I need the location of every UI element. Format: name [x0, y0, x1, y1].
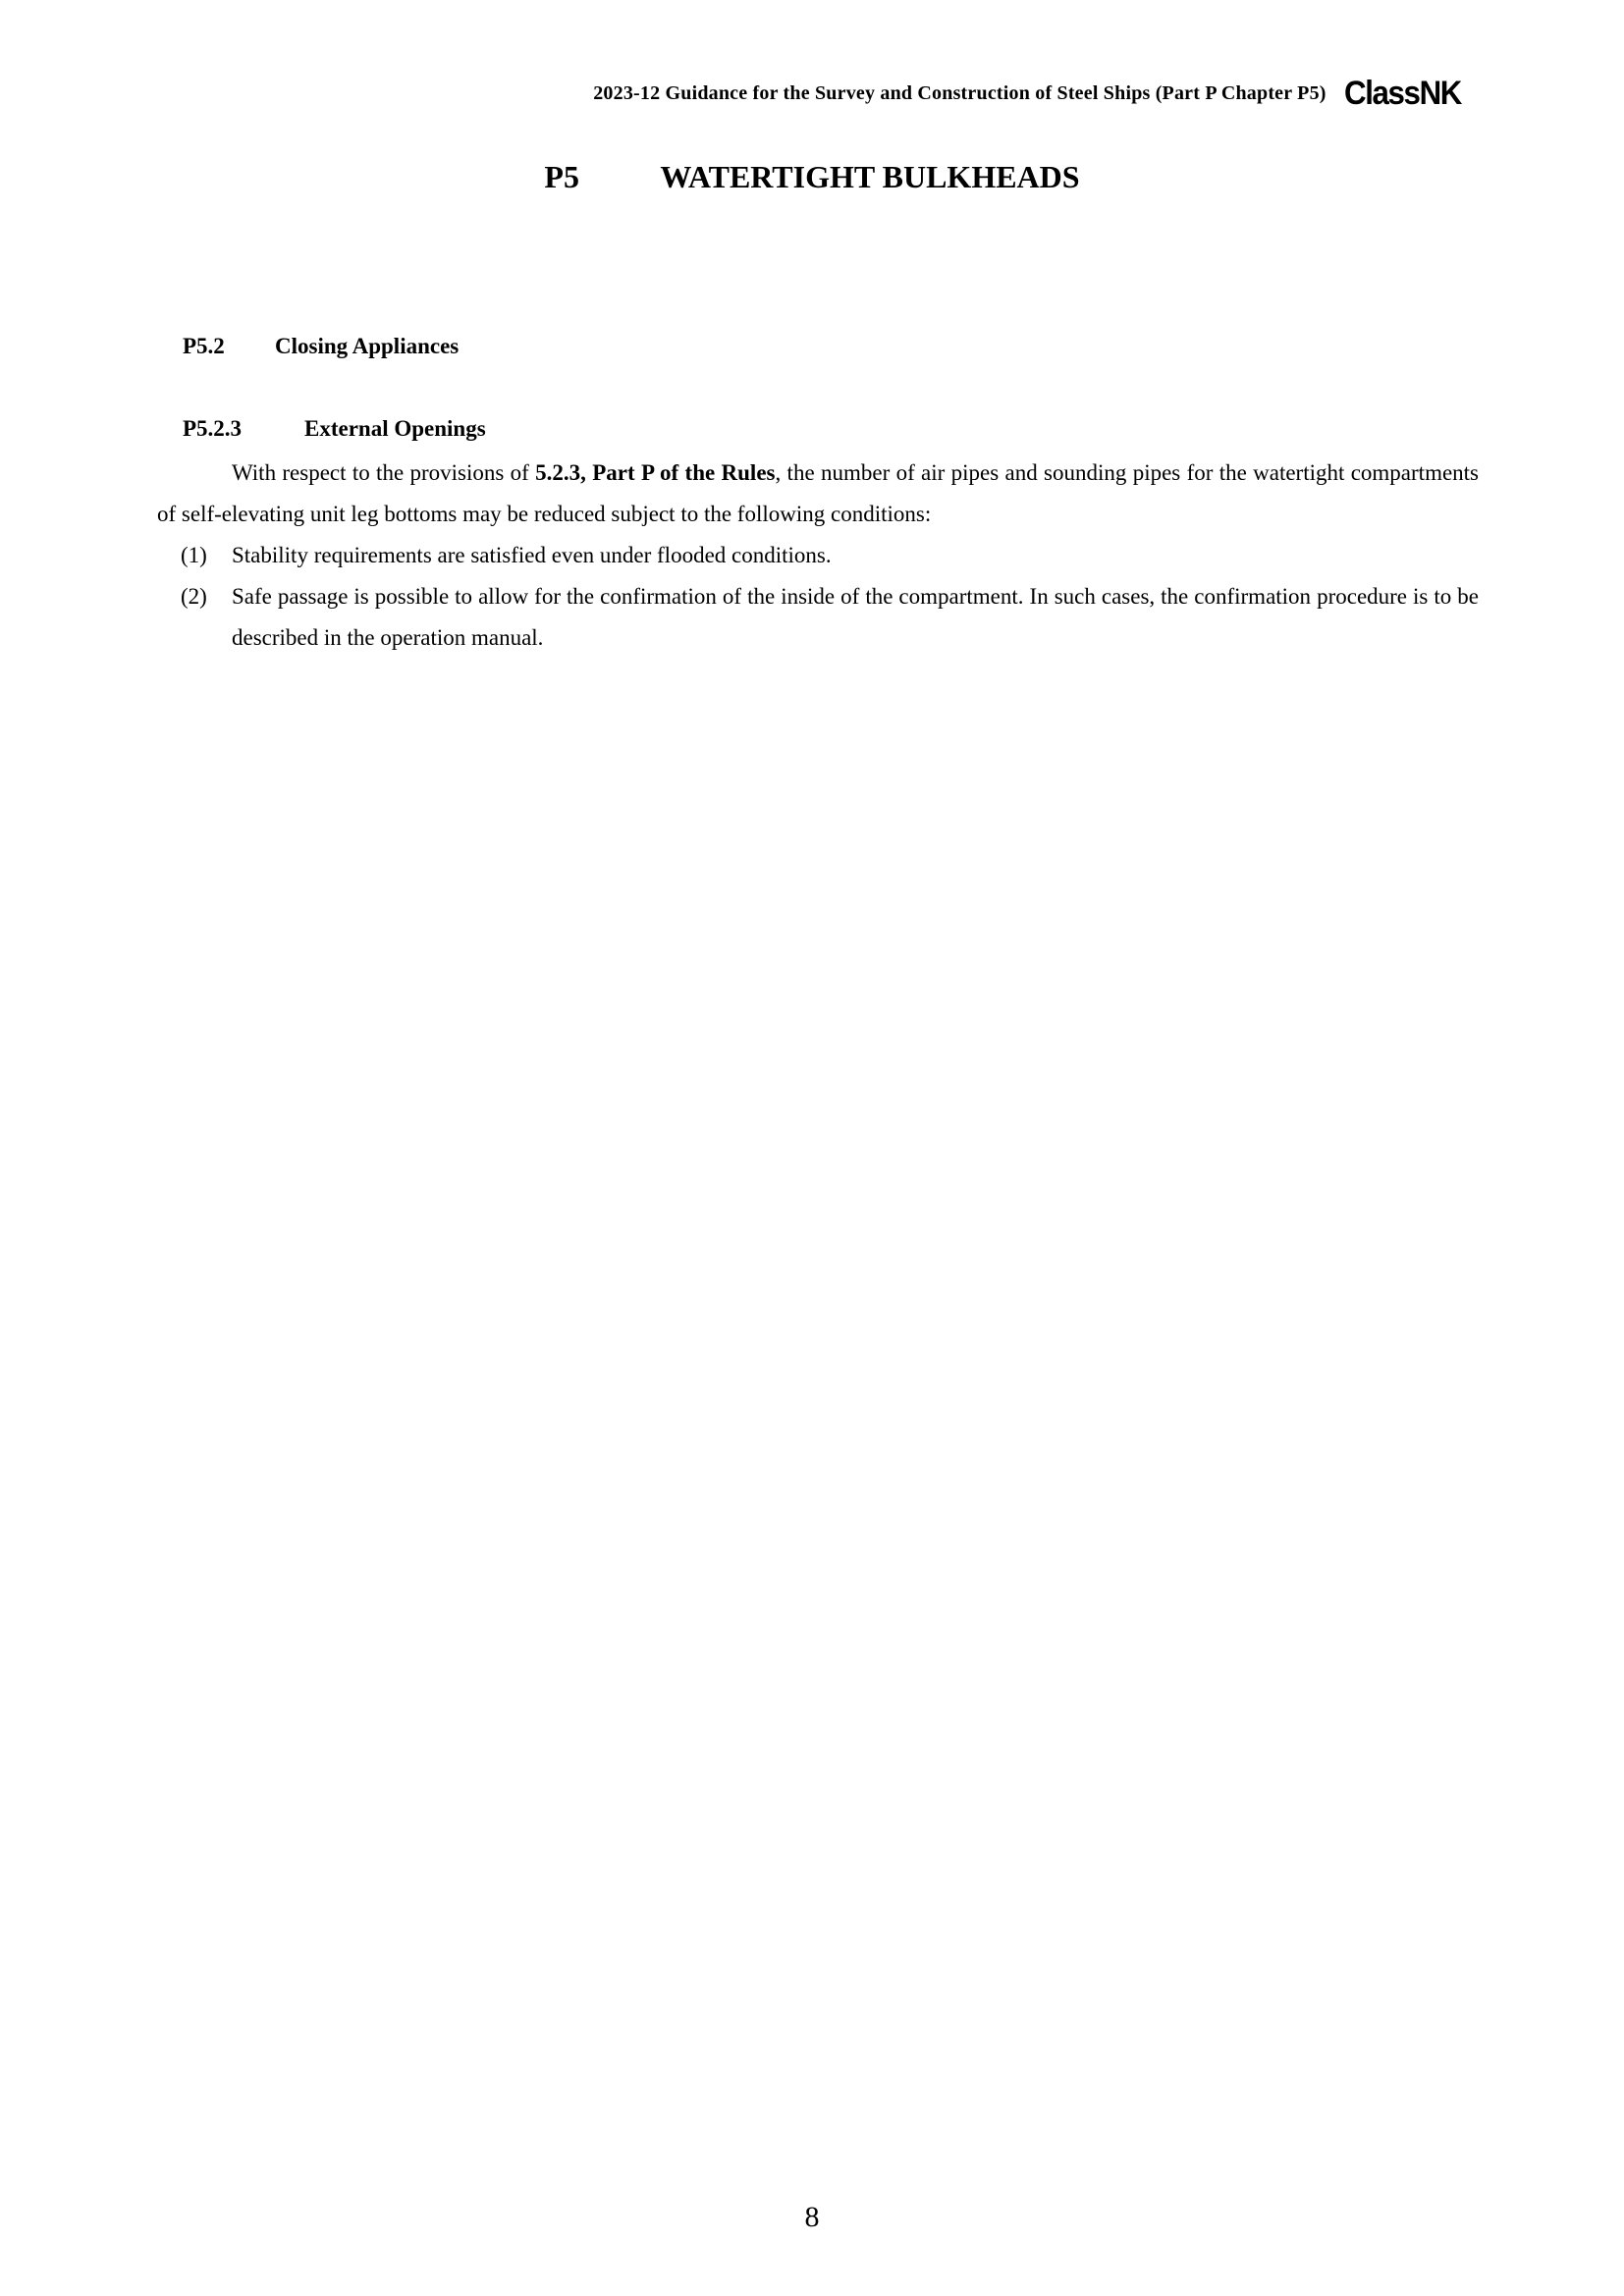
page-number: 8	[804, 2201, 820, 2233]
subsection-number: P5.2.3	[183, 416, 243, 441]
section-number: P5.2	[183, 334, 225, 358]
intro-paragraph	[157, 453, 1479, 535]
paragraph-text-before: With respect to the provisions of	[232, 460, 536, 485]
list-item	[157, 576, 1479, 659]
chapter-number: P5	[544, 159, 579, 194]
rules-reference: 5.2.3, Part P of the Rules	[535, 460, 776, 485]
classnk-logo: ClassNK	[1343, 75, 1461, 112]
list-marker: (1)	[181, 543, 207, 567]
section-heading-p5-2-3	[183, 416, 486, 442]
running-header	[593, 77, 1471, 110]
paragraph-text-after: , the number of air pipes and sounding pipes for the watertight compartments of self-elevating unit leg bottoms may be reduced subject to the following conditions:	[157, 460, 1480, 526]
chapter-name: WATERTIGHT BULKHEADS	[660, 159, 1080, 194]
list-item-text: Safe passage is possible to allow for the confirmation of the inside of the compartment. In such cases, the confirmation procedure is to be described in the operation manual.	[232, 584, 1479, 650]
section-title: Closing Appliances	[275, 334, 460, 358]
chapter-title	[0, 159, 1624, 195]
list-marker: (2)	[181, 584, 207, 609]
list-item-text: Stability requirements are satisfied even under flooded conditions.	[232, 543, 832, 567]
running-header-title: 2023-12 Guidance for the Survey and Construction of Steel Ships (Part P Chapter P5)	[593, 81, 1326, 104]
list-item	[157, 535, 1479, 576]
subsection-title: External Openings	[304, 416, 486, 441]
section-heading-p5-2	[183, 334, 459, 359]
conditions-list	[157, 535, 1479, 659]
